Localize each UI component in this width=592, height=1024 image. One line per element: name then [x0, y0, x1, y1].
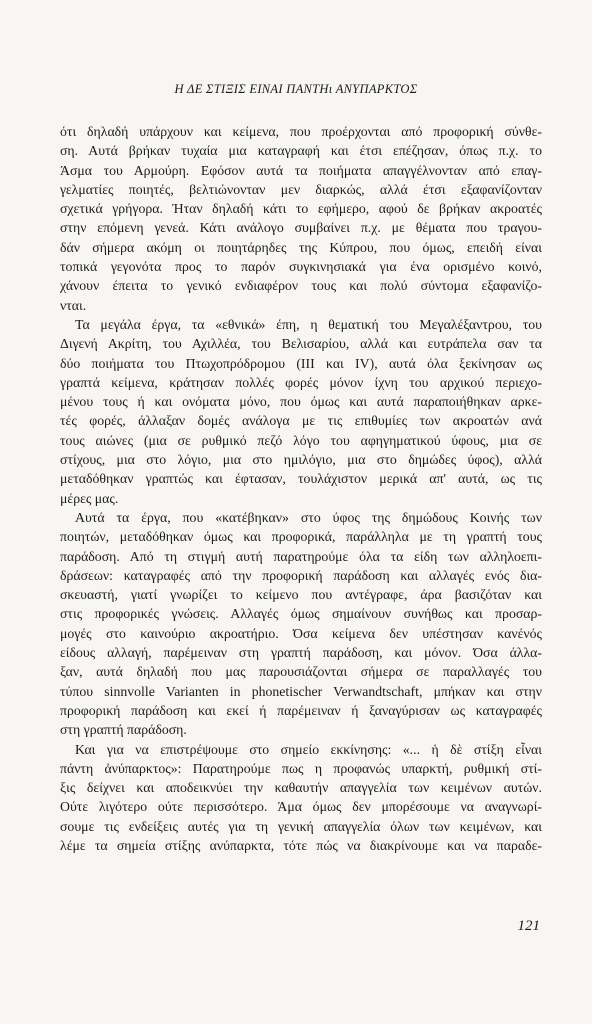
text-line: Άσμα του Αρμούρη. Εφόσον αυτά τα ποιήματα απαγγέλνονταν από επαγ-	[60, 162, 542, 178]
body-text	[60, 122, 542, 855]
text-line: σουμε τις ενδείξεις αυτές για τη γενική απαγγελία όλων των κειμένων, και	[60, 818, 542, 834]
text-line: γελματίες ποιητές, βελτιώνονταν μεν διαρκώς, αλλά έτσι εξαφανίζονταν	[60, 181, 542, 197]
text-line: δράσεων: καταγραφές από την προφορική παράδοση και αλλαγές ενός δια-	[60, 567, 542, 583]
text-line: είδους αλλαγή, παρέμειναν στη γραπτή παράδοση, και μόνον. Όσα άλλα-	[60, 645, 542, 661]
text-line: μέρες μας.	[60, 490, 119, 506]
running-head: Η ΔΕ ΣΤΙΞΙΣ ΕΙΝΑΙ ΠΑΝΤΗι ΑΝΥΠΑΡΚΤΟΣ	[174, 82, 418, 96]
text-line: ση. Αυτά βρήκαν τυχαία μια καταγραφή και έτσι επέζησαν, όπως π.χ. το	[60, 143, 542, 159]
text-line: μογές στο καινούριο ακροατήριο. Όσα κείμενα δεν υπέστησαν κανένός	[60, 625, 542, 641]
text-line: στις προφορικές γνώσεις. Αλλαγές όμως σημαίνουν συνήθως και προσαρ-	[60, 606, 542, 622]
text-line: ξαν, αυτά δηλαδή που μας παρουσιάζονται σήμερα σε παραλλαγές του	[60, 664, 542, 680]
text-line: τές φορές, άλλαξαν δομές ανάλογα με τις επιθυμίες των ακροατών ανά	[60, 413, 542, 429]
text-line: γραπτά κείμενα, κράτησαν πολλές φορές μόνον ίχνη του αρχικού περιεχο-	[60, 374, 542, 390]
text-line: ξις δείχνει και αποδεικνύει την καθαυτήν απαγγελία των κειμένων αυτών.	[60, 780, 542, 796]
text-line: Και για να επιστρέψουμε στο σημείο εκκίνησης: «... ἡ δὲ στίξη εἶναι	[75, 741, 542, 757]
text-line: δύο ποιήματα του Πτωχοπρόδρομου (III και IV), αυτά όλα ξεκίνησαν ως	[60, 355, 542, 371]
text-line: σχετικά γρήγορα. Ήταν δηλαδή κάτι το εφήμερο, αφού δε βρήκαν ακροατές	[60, 201, 542, 217]
text-line: δάν σήμερα ακόμη οι ποιητάρηδες της Κύπρου, που όμως, επειδή είναι	[60, 239, 542, 255]
text-line: ποιητών, μεταδόθηκαν όμως και προφορικά, παράλληλα με τη γραπτή τους	[60, 529, 542, 545]
text-line: στίχους, μια στο λόγιο, μια στο ημιλόγιο, μια στο δημώδες ύφος), αλλά	[60, 452, 542, 468]
text-line: Τα μεγάλα έργα, τα «εθνικά» έπη, η θεματική του Μεγαλέξαντρου, του	[75, 316, 542, 332]
text-line: ότι δηλαδή υπάρχουν και κείμενα, που προέρχονται από προφορική σύνθε-	[60, 124, 542, 139]
text-line: πάντη ἀνύπαρκτος»: Παρατηρούμε πως η προφανώς υπαρκτή, ρυθμική στί-	[60, 760, 542, 776]
text-line: στην επόμενη γενεά. Κάτι ανάλογο συμβαίνει π.χ. με θέματα που τραγου-	[60, 220, 542, 236]
text-line: Ούτε λιγότερο ούτε περισσότερο. Άμα όμως δεν μπορέσουμε να αναγνωρί-	[60, 799, 542, 815]
text-line: τους αιώνες (μια σε ρυθμικό πεζό λόγο του αφηγηματικού ύφους, μια σε	[60, 432, 542, 448]
text-line: στη γραπτή παράδοση.	[60, 722, 187, 738]
text-line: λέμε τα σημεία στίξης ανύπαρκτα, τότε πώς να διακρίνουμε και να παραδε-	[60, 837, 542, 853]
text-line: σκευαστή, γιατί γνωρίζει το κείμενο που αντέγραφε, άρα βασιζόταν και	[60, 587, 542, 603]
text-line: Αυτά τα έργα, που «κατέβηκαν» στο ύφος της δημώδους Κοινής των	[75, 509, 542, 525]
text-line: μεταδόθηκαν γραπτώς και έφτασαν, τουλάχιστον μερικά απ' αυτά, ως τις	[60, 471, 542, 487]
text-line: μένου τους ή και ονόματα μόνο, που όμως και αυτά παραποιήθηκαν αρκε-	[60, 394, 542, 410]
text-line: παράδοση. Από τη στιγμή αυτή παρατηρούμε όλα τα είδη των αλληλοεπι-	[60, 548, 542, 564]
text-line: τύπου sinnvolle Varianten in phonetischer Verwandtschaft, μπήκαν και στην	[60, 683, 542, 699]
text-line: νται.	[60, 297, 87, 313]
text-line: προφορική παράδοση και εκεί ή παρέμειναν ή ξαναγύρισαν ως καταγραφές	[60, 702, 542, 718]
text-line: τοπικά γεγονότα προς το παρόν συγκινησιακά για ένα ορισμένο κοινό,	[60, 259, 542, 275]
page-number: 121	[517, 918, 540, 934]
text-line: χάνουν έπειτα το γενικό ενδιαφέρον τους και πολύ σύντομα εξαφανίζο-	[60, 278, 542, 294]
text-line: Διγενή Ακρίτη, του Αχιλλέα, του Βελισαρίου, αλλά και ευτράπελα σαν τα	[60, 336, 542, 352]
